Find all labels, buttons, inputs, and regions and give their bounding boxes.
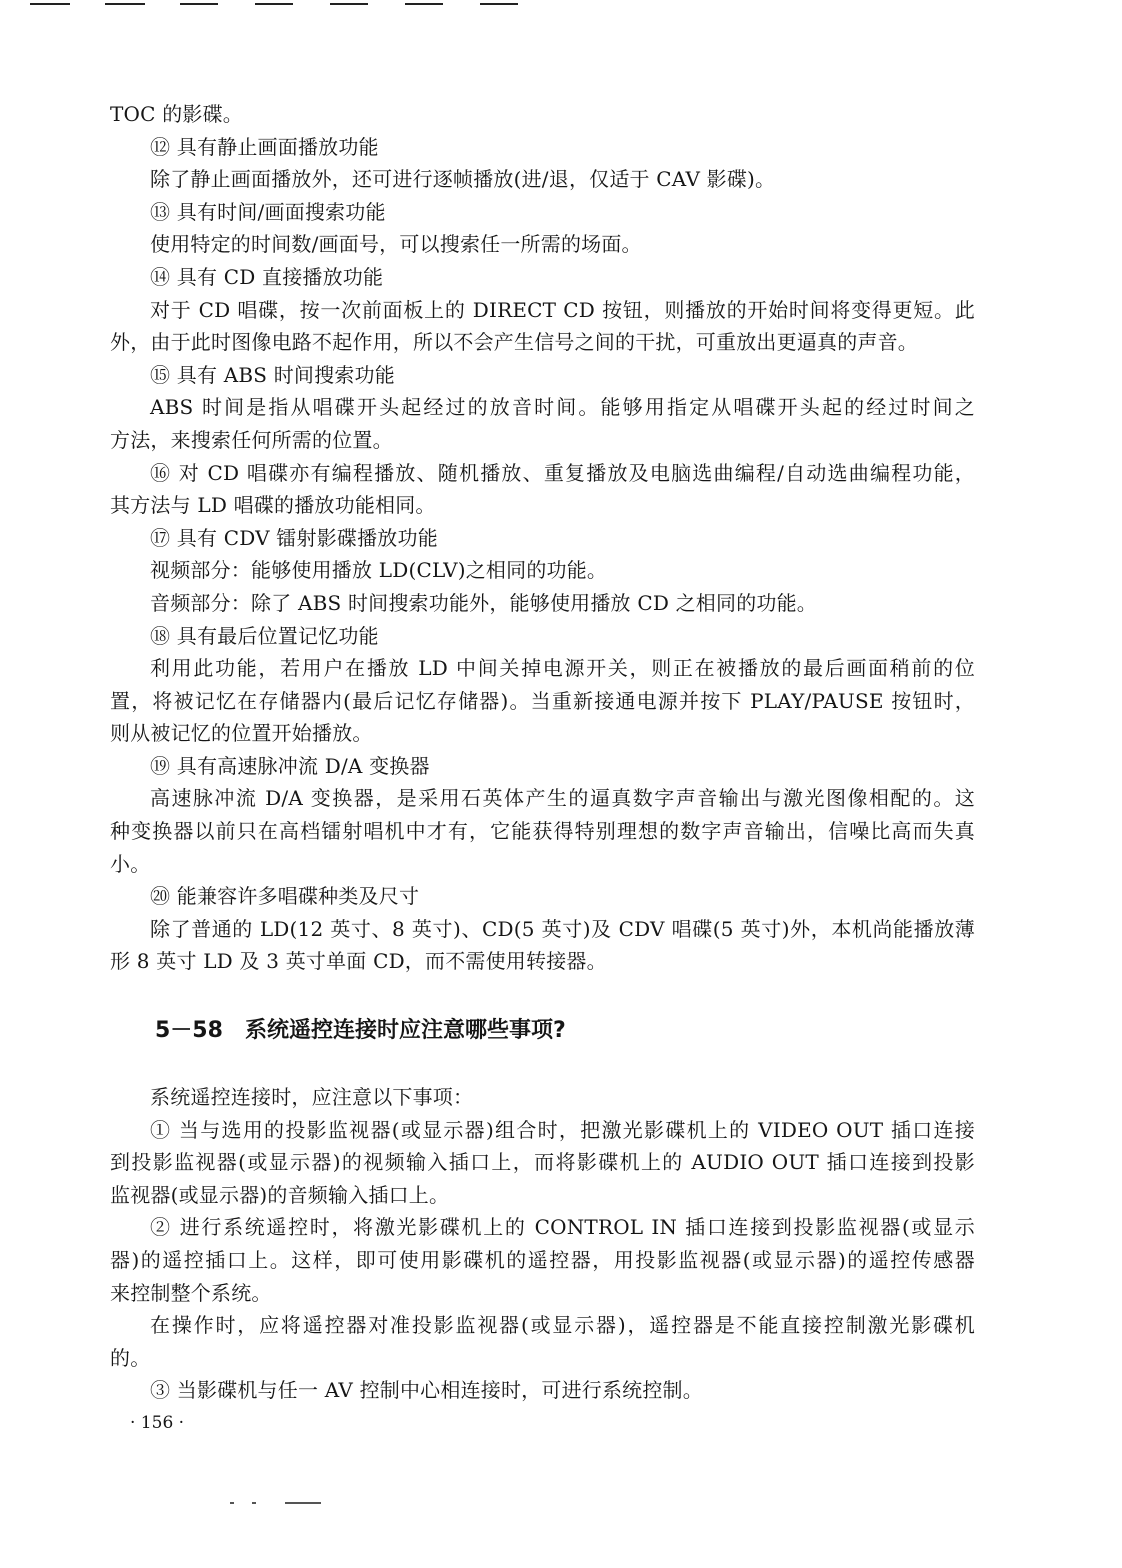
text-line: 系统遥控连接时，应注意以下事项： (150, 1085, 474, 1109)
text-line: 器)的遥控插口上。这样，即可使用影碟机的遥控器，用投影监视器(或显示器)的遥控传感器 (110, 1247, 975, 1272)
text-line: 方法，来搜索任何所需的位置。 (110, 427, 393, 452)
text-line: 小。 (110, 851, 151, 876)
text-line: ① 当与选用的投影监视器(或显示器)组合时，把激光影碟机上的 VIDEO OUT 插口连接 (150, 1117, 975, 1142)
text-line: 对于 CD 唱碟，按一次前面板上的 DIRECT CD 按钮，则播放的开始时间将变得更短。此 (150, 297, 975, 322)
text-line: ③ 当影碟机与任一 AV 控制中心相连接时，可进行系统控制。 (150, 1378, 703, 1403)
text-line: 使用特定的时间数/画面号，可以搜索任一所需的场面。 (150, 232, 642, 257)
text-line: ② 进行系统遥控时，将激光影碟机上的 CONTROL IN 插口连接到投影监视器(或显示 (150, 1215, 975, 1240)
text-line: ⑱ 具有最后位置记忆功能 (150, 623, 379, 648)
section-heading (155, 1013, 566, 1049)
text-line: ⑰ 具有 CDV 镭射影碟播放功能 (150, 525, 438, 550)
text-line: ⑮ 具有 ABS 时间搜索功能 (150, 362, 395, 387)
scan-edge-marks (30, 0, 530, 8)
text-line: 监视器(或显示器)的音频输入插口上。 (110, 1182, 450, 1207)
text-line: ⑯ 对 CD 唱碟亦有编程播放、随机播放、重复播放及电脑选曲编程/自动选曲编程功能， (150, 460, 975, 485)
section-title: 系统遥控连接时应注意哪些事项? (244, 1018, 566, 1043)
text-line: 除了静止画面播放外，还可进行逐帧播放(进/退，仅适于 CAV 影碟)。 (150, 167, 776, 192)
text-line: 视频部分：能够使用播放 LD(CLV)之相同的功能。 (150, 558, 608, 583)
body-text-top (110, 98, 975, 978)
text-line: 音频部分：除了 ABS 时间搜索功能外，能够使用播放 CD 之相同的功能。 (150, 590, 818, 615)
scan-specks (230, 1500, 350, 1506)
text-line: 置，将被记忆在存储器内(最后记忆存储器)。当重新接通电源并按下 PLAY/PAUSE 按钮时， (110, 688, 975, 713)
text-line: ⑬ 具有时间/画面搜索功能 (150, 199, 386, 224)
body-text-bottom (110, 1081, 975, 1407)
text-line: 在操作时，应将遥控器对准投影监视器(或显示器)，遥控器是不能直接控制激光影碟机 (150, 1313, 975, 1338)
text-line: ⑳ 能兼容许多唱碟种类及尺寸 (150, 884, 420, 909)
text-line: TOC 的影碟。 (110, 102, 243, 126)
text-line: 其方法与 LD 唱碟的播放功能相同。 (110, 493, 436, 518)
text-line: ⑲ 具有高速脉冲流 D/A 变换器 (150, 753, 430, 778)
section-number: 5－58 (155, 1018, 223, 1043)
text-line: 形 8 英寸 LD 及 3 英寸单面 CD，而不需使用转接器。 (110, 949, 607, 974)
text-line: 种变换器以前只在高档镭射唱机中才有，它能获得特别理想的数字声音输出，信噪比高而失真 (110, 819, 975, 844)
text-line: 高速脉冲流 D/A 变换器，是采用石英体产生的逼真数字声音输出与激光图像相配的。这 (150, 786, 975, 811)
text-line: 外，由于此时图像电路不起作用，所以不会产生信号之间的干扰，可重放出更逼真的声音。 (110, 330, 918, 355)
text-line: 到投影监视器(或显示器)的视频输入插口上，而将影碟机上的 AUDIO OUT 插口连接到投影 (110, 1150, 975, 1175)
text-line: 除了普通的 LD(12 英寸、8 英寸)、CD(5 英寸)及 CDV 唱碟(5 英寸)外，本机尚能播放薄 (150, 916, 975, 941)
text-line: ⑭ 具有 CD 直接播放功能 (150, 264, 384, 289)
page-number: · 156 · (130, 1413, 185, 1433)
text-line: 的。 (110, 1345, 151, 1370)
text-line: 来控制整个系统。 (110, 1280, 272, 1305)
text-line: ABS 时间是指从唱碟开头起经过的放音时间。能够用指定从唱碟开头起的经过时间之 (150, 395, 975, 420)
text-line: 则从被记忆的位置开始播放。 (110, 721, 373, 746)
text-line: 利用此功能，若用户在播放 LD 中间关掉电源开关，则正在被播放的最后画面稍前的位 (150, 656, 975, 681)
text-line: ⑫ 具有静止画面播放功能 (150, 134, 379, 159)
